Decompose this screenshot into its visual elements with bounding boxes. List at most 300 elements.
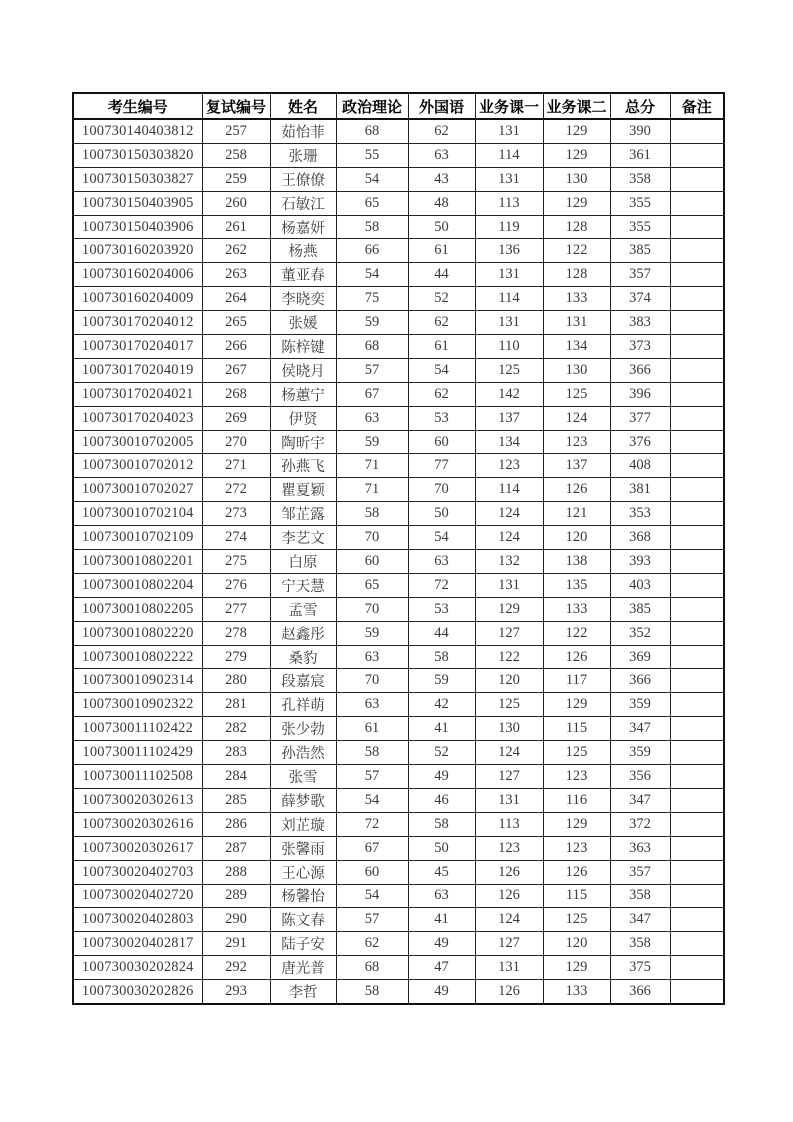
cell-total-score: 369 (610, 645, 670, 669)
cell-name: 白原 (270, 550, 336, 574)
cell-foreign-language: 61 (408, 335, 475, 359)
header-major-course-1: 业务课一 (475, 93, 543, 119)
cell-candidate-no: 100730020402703 (73, 860, 202, 884)
cell-total-score: 374 (610, 287, 670, 311)
cell-total-score: 355 (610, 191, 670, 215)
cell-major-course-1: 114 (475, 287, 543, 311)
cell-foreign-language: 47 (408, 956, 475, 980)
cell-candidate-no: 100730011102422 (73, 717, 202, 741)
cell-candidate-no: 100730011102429 (73, 741, 202, 765)
table-row (73, 167, 724, 191)
cell-remark (670, 143, 724, 167)
cell-major-course-2: 137 (543, 454, 610, 478)
cell-politics-theory: 54 (336, 884, 408, 908)
cell-foreign-language: 59 (408, 669, 475, 693)
cell-retest-no: 266 (202, 335, 270, 359)
table-row (73, 215, 724, 239)
cell-total-score: 372 (610, 812, 670, 836)
cell-politics-theory: 71 (336, 478, 408, 502)
cell-politics-theory: 65 (336, 573, 408, 597)
cell-remark (670, 454, 724, 478)
cell-politics-theory: 59 (336, 621, 408, 645)
cell-foreign-language: 58 (408, 812, 475, 836)
table-row (73, 335, 724, 359)
cell-politics-theory: 70 (336, 669, 408, 693)
cell-remark (670, 526, 724, 550)
cell-name: 刘芷璇 (270, 812, 336, 836)
cell-foreign-language: 52 (408, 287, 475, 311)
cell-retest-no: 278 (202, 621, 270, 645)
table-row (73, 478, 724, 502)
cell-politics-theory: 59 (336, 430, 408, 454)
cell-candidate-no: 100730011102508 (73, 765, 202, 789)
table-row (73, 860, 724, 884)
cell-foreign-language: 50 (408, 215, 475, 239)
cell-candidate-no: 100730010802222 (73, 645, 202, 669)
cell-foreign-language: 61 (408, 239, 475, 263)
cell-candidate-no: 100730010702027 (73, 478, 202, 502)
cell-total-score: 408 (610, 454, 670, 478)
table-row (73, 526, 724, 550)
cell-retest-no: 269 (202, 406, 270, 430)
cell-name: 杨蕙宁 (270, 382, 336, 406)
cell-name: 伊贤 (270, 406, 336, 430)
cell-candidate-no: 100730010802205 (73, 597, 202, 621)
cell-remark (670, 573, 724, 597)
cell-candidate-no: 100730020302616 (73, 812, 202, 836)
cell-candidate-no: 100730010802204 (73, 573, 202, 597)
cell-candidate-no: 100730170204021 (73, 382, 202, 406)
cell-name: 陶昕宇 (270, 430, 336, 454)
cell-major-course-2: 133 (543, 597, 610, 621)
cell-retest-no: 292 (202, 956, 270, 980)
cell-major-course-2: 115 (543, 717, 610, 741)
cell-remark (670, 980, 724, 1004)
cell-remark (670, 311, 724, 335)
cell-remark (670, 597, 724, 621)
cell-remark (670, 693, 724, 717)
cell-remark (670, 669, 724, 693)
cell-name: 杨馨怡 (270, 884, 336, 908)
cell-retest-no: 280 (202, 669, 270, 693)
cell-foreign-language: 46 (408, 788, 475, 812)
cell-name: 孔祥萌 (270, 693, 336, 717)
cell-total-score: 393 (610, 550, 670, 574)
cell-major-course-1: 124 (475, 741, 543, 765)
table-row (73, 191, 724, 215)
cell-retest-no: 274 (202, 526, 270, 550)
table-row (73, 908, 724, 932)
cell-name: 侯晓月 (270, 358, 336, 382)
cell-retest-no: 289 (202, 884, 270, 908)
cell-retest-no: 270 (202, 430, 270, 454)
cell-name: 王心源 (270, 860, 336, 884)
cell-foreign-language: 62 (408, 311, 475, 335)
cell-retest-no: 290 (202, 908, 270, 932)
cell-major-course-2: 131 (543, 311, 610, 335)
cell-major-course-1: 132 (475, 550, 543, 574)
cell-candidate-no: 100730170204017 (73, 335, 202, 359)
cell-remark (670, 621, 724, 645)
cell-politics-theory: 57 (336, 765, 408, 789)
cell-major-course-2: 123 (543, 836, 610, 860)
cell-politics-theory: 59 (336, 311, 408, 335)
cell-name: 李哲 (270, 980, 336, 1004)
table-body (73, 119, 724, 1004)
table-row (73, 980, 724, 1004)
table-row (73, 239, 724, 263)
cell-foreign-language: 72 (408, 573, 475, 597)
table-row (73, 788, 724, 812)
cell-remark (670, 215, 724, 239)
cell-foreign-language: 44 (408, 263, 475, 287)
table-row (73, 143, 724, 167)
cell-major-course-2: 128 (543, 263, 610, 287)
cell-foreign-language: 50 (408, 502, 475, 526)
cell-name: 薛梦歌 (270, 788, 336, 812)
cell-foreign-language: 50 (408, 836, 475, 860)
cell-retest-no: 288 (202, 860, 270, 884)
cell-total-score: 358 (610, 167, 670, 191)
cell-retest-no: 276 (202, 573, 270, 597)
cell-major-course-1: 127 (475, 765, 543, 789)
cell-foreign-language: 58 (408, 645, 475, 669)
cell-candidate-no: 100730010702005 (73, 430, 202, 454)
cell-remark (670, 287, 724, 311)
cell-retest-no: 258 (202, 143, 270, 167)
cell-name: 张雪 (270, 765, 336, 789)
cell-foreign-language: 62 (408, 382, 475, 406)
cell-remark (670, 741, 724, 765)
cell-retest-no: 268 (202, 382, 270, 406)
cell-remark (670, 717, 724, 741)
cell-remark (670, 956, 724, 980)
cell-politics-theory: 68 (336, 335, 408, 359)
cell-politics-theory: 58 (336, 502, 408, 526)
cell-name: 张馨雨 (270, 836, 336, 860)
table-row (73, 406, 724, 430)
cell-total-score: 381 (610, 478, 670, 502)
cell-total-score: 359 (610, 693, 670, 717)
table-row (73, 741, 724, 765)
cell-foreign-language: 49 (408, 932, 475, 956)
cell-total-score: 363 (610, 836, 670, 860)
cell-retest-no: 286 (202, 812, 270, 836)
cell-politics-theory: 54 (336, 788, 408, 812)
cell-major-course-1: 126 (475, 860, 543, 884)
cell-major-course-2: 120 (543, 526, 610, 550)
cell-major-course-2: 133 (543, 287, 610, 311)
cell-major-course-1: 131 (475, 263, 543, 287)
cell-remark (670, 478, 724, 502)
cell-name: 张珊 (270, 143, 336, 167)
cell-major-course-2: 126 (543, 645, 610, 669)
cell-name: 陈文春 (270, 908, 336, 932)
cell-major-course-1: 124 (475, 526, 543, 550)
cell-major-course-2: 116 (543, 788, 610, 812)
cell-major-course-2: 126 (543, 860, 610, 884)
cell-name: 瞿夏颖 (270, 478, 336, 502)
cell-major-course-1: 131 (475, 956, 543, 980)
cell-total-score: 358 (610, 932, 670, 956)
table-row (73, 311, 724, 335)
cell-candidate-no: 100730010702012 (73, 454, 202, 478)
cell-retest-no: 284 (202, 765, 270, 789)
cell-name: 桑豹 (270, 645, 336, 669)
table-row (73, 597, 724, 621)
score-table (72, 92, 725, 1005)
cell-total-score: 361 (610, 143, 670, 167)
table-row (73, 812, 724, 836)
cell-politics-theory: 68 (336, 956, 408, 980)
cell-major-course-1: 114 (475, 478, 543, 502)
cell-total-score: 376 (610, 430, 670, 454)
table-row (73, 765, 724, 789)
cell-retest-no: 265 (202, 311, 270, 335)
cell-major-course-1: 113 (475, 191, 543, 215)
cell-major-course-2: 129 (543, 693, 610, 717)
cell-name: 李晓奕 (270, 287, 336, 311)
cell-major-course-1: 134 (475, 430, 543, 454)
cell-foreign-language: 60 (408, 430, 475, 454)
cell-foreign-language: 41 (408, 908, 475, 932)
cell-politics-theory: 75 (336, 287, 408, 311)
cell-foreign-language: 41 (408, 717, 475, 741)
cell-retest-no: 257 (202, 119, 270, 143)
cell-total-score: 347 (610, 908, 670, 932)
cell-remark (670, 550, 724, 574)
cell-major-course-2: 115 (543, 884, 610, 908)
cell-major-course-2: 134 (543, 335, 610, 359)
cell-name: 赵鑫彤 (270, 621, 336, 645)
table-header (73, 93, 724, 119)
cell-total-score: 390 (610, 119, 670, 143)
cell-major-course-1: 126 (475, 980, 543, 1004)
cell-remark (670, 645, 724, 669)
cell-politics-theory: 54 (336, 167, 408, 191)
cell-name: 王僚僚 (270, 167, 336, 191)
cell-major-course-2: 129 (543, 191, 610, 215)
cell-major-course-1: 124 (475, 502, 543, 526)
cell-name: 陆子安 (270, 932, 336, 956)
cell-retest-no: 285 (202, 788, 270, 812)
cell-foreign-language: 54 (408, 526, 475, 550)
cell-foreign-language: 63 (408, 550, 475, 574)
cell-major-course-2: 117 (543, 669, 610, 693)
cell-remark (670, 430, 724, 454)
cell-retest-no: 291 (202, 932, 270, 956)
cell-politics-theory: 68 (336, 119, 408, 143)
cell-foreign-language: 53 (408, 406, 475, 430)
table-row (73, 287, 724, 311)
cell-retest-no: 271 (202, 454, 270, 478)
header-major-course-2: 业务课二 (543, 93, 610, 119)
cell-candidate-no: 100730170204012 (73, 311, 202, 335)
cell-remark (670, 884, 724, 908)
cell-candidate-no: 100730020402803 (73, 908, 202, 932)
cell-major-course-1: 142 (475, 382, 543, 406)
cell-name: 段嘉宸 (270, 669, 336, 693)
cell-foreign-language: 43 (408, 167, 475, 191)
cell-politics-theory: 63 (336, 693, 408, 717)
table-row (73, 693, 724, 717)
cell-foreign-language: 49 (408, 980, 475, 1004)
cell-major-course-1: 131 (475, 573, 543, 597)
cell-total-score: 368 (610, 526, 670, 550)
cell-major-course-2: 121 (543, 502, 610, 526)
cell-retest-no: 263 (202, 263, 270, 287)
cell-retest-no: 275 (202, 550, 270, 574)
cell-name: 李艺文 (270, 526, 336, 550)
cell-remark (670, 860, 724, 884)
cell-foreign-language: 48 (408, 191, 475, 215)
cell-retest-no: 272 (202, 478, 270, 502)
cell-retest-no: 281 (202, 693, 270, 717)
header-remark: 备注 (670, 93, 724, 119)
cell-politics-theory: 70 (336, 526, 408, 550)
cell-candidate-no: 100730030202824 (73, 956, 202, 980)
cell-candidate-no: 100730010802201 (73, 550, 202, 574)
cell-retest-no: 262 (202, 239, 270, 263)
cell-name: 宁天慧 (270, 573, 336, 597)
cell-politics-theory: 54 (336, 263, 408, 287)
cell-total-score: 366 (610, 980, 670, 1004)
cell-retest-no: 283 (202, 741, 270, 765)
cell-major-course-1: 114 (475, 143, 543, 167)
cell-major-course-2: 129 (543, 143, 610, 167)
document-page (72, 92, 725, 1005)
cell-candidate-no: 100730150303820 (73, 143, 202, 167)
cell-candidate-no: 100730010902322 (73, 693, 202, 717)
cell-candidate-no: 100730150403906 (73, 215, 202, 239)
cell-politics-theory: 55 (336, 143, 408, 167)
cell-remark (670, 119, 724, 143)
table-row (73, 119, 724, 143)
cell-total-score: 366 (610, 358, 670, 382)
cell-politics-theory: 67 (336, 382, 408, 406)
cell-major-course-1: 119 (475, 215, 543, 239)
cell-candidate-no: 100730010702104 (73, 502, 202, 526)
cell-total-score: 355 (610, 215, 670, 239)
cell-name: 石敏江 (270, 191, 336, 215)
cell-candidate-no: 100730140403812 (73, 119, 202, 143)
cell-total-score: 383 (610, 311, 670, 335)
cell-foreign-language: 42 (408, 693, 475, 717)
cell-politics-theory: 66 (336, 239, 408, 263)
cell-major-course-2: 130 (543, 167, 610, 191)
table-row (73, 645, 724, 669)
cell-major-course-1: 113 (475, 812, 543, 836)
cell-retest-no: 287 (202, 836, 270, 860)
table-row (73, 717, 724, 741)
cell-name: 唐光普 (270, 956, 336, 980)
cell-major-course-1: 131 (475, 119, 543, 143)
cell-major-course-2: 129 (543, 812, 610, 836)
cell-major-course-2: 123 (543, 765, 610, 789)
cell-candidate-no: 100730020302617 (73, 836, 202, 860)
header-politics-theory: 政治理论 (336, 93, 408, 119)
cell-remark (670, 239, 724, 263)
cell-retest-no: 261 (202, 215, 270, 239)
cell-total-score: 352 (610, 621, 670, 645)
cell-major-course-2: 135 (543, 573, 610, 597)
cell-major-course-1: 131 (475, 788, 543, 812)
cell-candidate-no: 100730020402817 (73, 932, 202, 956)
cell-politics-theory: 61 (336, 717, 408, 741)
cell-total-score: 377 (610, 406, 670, 430)
cell-total-score: 357 (610, 860, 670, 884)
cell-foreign-language: 52 (408, 741, 475, 765)
cell-major-course-1: 120 (475, 669, 543, 693)
cell-total-score: 358 (610, 884, 670, 908)
cell-retest-no: 273 (202, 502, 270, 526)
cell-major-course-1: 123 (475, 454, 543, 478)
cell-major-course-1: 136 (475, 239, 543, 263)
cell-retest-no: 267 (202, 358, 270, 382)
cell-major-course-2: 125 (543, 382, 610, 406)
cell-major-course-2: 122 (543, 239, 610, 263)
cell-total-score: 347 (610, 717, 670, 741)
cell-politics-theory: 63 (336, 645, 408, 669)
header-foreign-language: 外国语 (408, 93, 475, 119)
cell-major-course-1: 110 (475, 335, 543, 359)
cell-total-score: 396 (610, 382, 670, 406)
cell-retest-no: 282 (202, 717, 270, 741)
cell-foreign-language: 44 (408, 621, 475, 645)
cell-major-course-1: 126 (475, 884, 543, 908)
cell-politics-theory: 71 (336, 454, 408, 478)
cell-politics-theory: 65 (336, 191, 408, 215)
cell-major-course-2: 129 (543, 119, 610, 143)
cell-major-course-2: 120 (543, 932, 610, 956)
cell-foreign-language: 77 (408, 454, 475, 478)
cell-foreign-language: 62 (408, 119, 475, 143)
table-row (73, 502, 724, 526)
cell-candidate-no: 100730010702109 (73, 526, 202, 550)
cell-remark (670, 812, 724, 836)
cell-politics-theory: 67 (336, 836, 408, 860)
header-retest-no: 复试编号 (202, 93, 270, 119)
cell-retest-no: 264 (202, 287, 270, 311)
cell-candidate-no: 100730010902314 (73, 669, 202, 693)
table-row (73, 573, 724, 597)
header-name: 姓名 (270, 93, 336, 119)
cell-name: 茹怡菲 (270, 119, 336, 143)
cell-politics-theory: 63 (336, 406, 408, 430)
cell-candidate-no: 100730010802220 (73, 621, 202, 645)
cell-retest-no: 279 (202, 645, 270, 669)
table-row (73, 382, 724, 406)
cell-remark (670, 406, 724, 430)
cell-total-score: 385 (610, 239, 670, 263)
cell-candidate-no: 100730160204009 (73, 287, 202, 311)
cell-major-course-2: 129 (543, 956, 610, 980)
cell-major-course-1: 131 (475, 311, 543, 335)
cell-total-score: 375 (610, 956, 670, 980)
cell-foreign-language: 63 (408, 143, 475, 167)
cell-retest-no: 259 (202, 167, 270, 191)
cell-candidate-no: 100730030202826 (73, 980, 202, 1004)
cell-name: 孙燕飞 (270, 454, 336, 478)
header-row (73, 93, 724, 119)
table-row (73, 932, 724, 956)
cell-total-score: 373 (610, 335, 670, 359)
cell-name: 张少勃 (270, 717, 336, 741)
cell-major-course-2: 128 (543, 215, 610, 239)
cell-foreign-language: 45 (408, 860, 475, 884)
table-row (73, 884, 724, 908)
cell-politics-theory: 72 (336, 812, 408, 836)
